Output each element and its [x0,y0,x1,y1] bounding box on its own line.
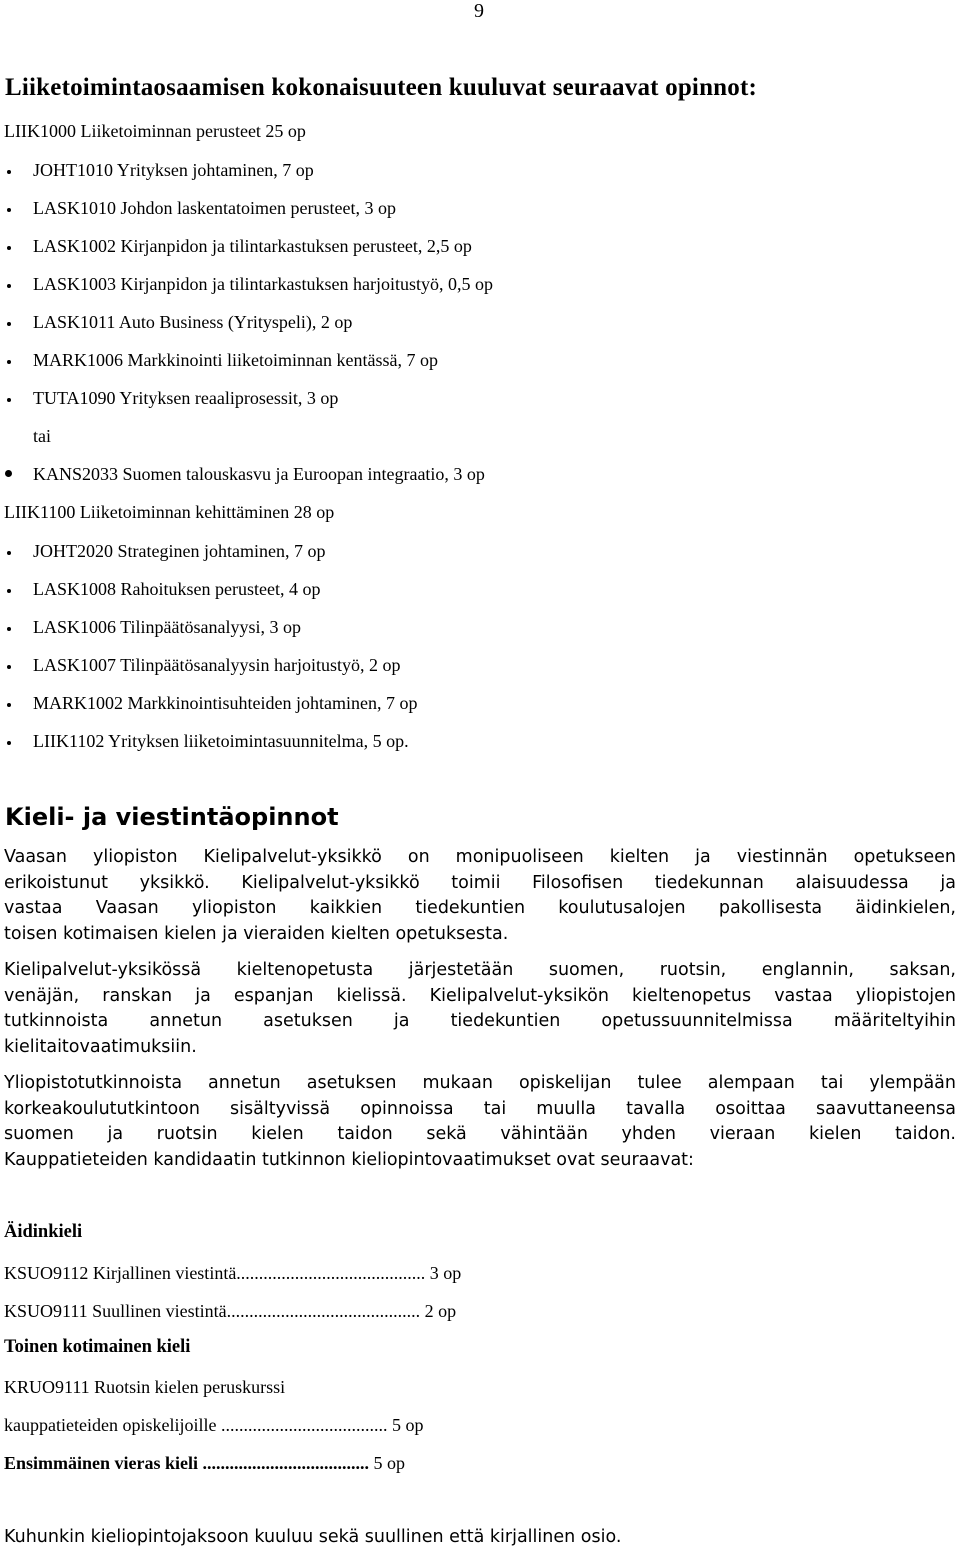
subheading-mother-tongue: Äidinkieli [4,1222,83,1242]
bullet-icon [7,665,11,669]
paragraph-line: kielitaitovaatimuksiin. [4,1036,197,1057]
list-item: LASK1007 Tilinpäätösanalyysin harjoitustyö, 2 op [33,655,401,675]
page-number: 9 [474,0,484,22]
bullet-icon [7,741,11,745]
paragraph-line: erikoistunut yksikkö. Kielipalvelut-yksikkö toimii Filosofisen tiedekunnan alaisuudessa ja [4,872,956,893]
paragraph-line: Kauppatieteiden kandidaatin tutkinnon kieliopintovaatimukset ovat seuraavat: [4,1149,694,1170]
paragraph-languages [4,958,956,1060]
list-item-alternative: KANS2033 Suomen talouskasvu ja Euroopan integraatio, 3 op [33,464,485,484]
list-item: LIIK1102 Yrityksen liiketoimintasuunnitelma, 5 op. [33,731,409,751]
bullet-icon [7,589,11,593]
list-item: LASK1006 Tilinpäätösanalyysi, 3 op [33,617,302,637]
footer-note: Kuhunkin kieliopintojaksoon kuuluu sekä suullinen että kirjallinen osio. [4,1527,622,1547]
bullet-icon [7,208,11,212]
bullet-icon [7,170,11,174]
list-item: LASK1002 Kirjanpidon ja tilintarkastuksen perusteet, 2,5 op [33,236,472,256]
section-heading-business: Liiketoimintaosaamisen kokonaisuuteen kuuluvat seuraavat opinnot: [5,74,758,101]
dot-leader: ..................................... [198,1453,370,1473]
paragraph-line: toisen kotimaisen kielen ja vieraiden kielten opetuksesta. [4,923,509,944]
bullet-icon [7,551,11,555]
list-item: TUTA1090 Yrityksen reaaliprosessit, 3 op [33,388,339,408]
list-item: JOHT2020 Strateginen johtaminen, 7 op [33,541,326,561]
paragraph-requirements [4,1071,956,1173]
group-title-liik1100: LIIK1100 Liiketoiminnan kehittäminen 28 op [4,502,335,522]
bullet-icon [7,246,11,250]
bullet-icon [7,322,11,326]
credits: 5 op [369,1453,406,1473]
paragraph-line: suomen ja ruotsin kielen taidon sekä vähintään yhden vieraan kielen taidon. [4,1124,956,1144]
paragraph-line: vastaa Vaasan yliopiston kaikkien tiedekuntien koulutusalojen pakollisesta äidinkielen, [4,898,956,918]
list-item: LASK1011 Auto Business (Yrityspeli), 2 op [33,312,353,332]
course-kruo9111-audience: kauppatieteiden opiskelijoille ..................................... 5 op [4,1415,424,1435]
bullet-icon [5,470,12,477]
list-item: MARK1006 Markkinointi liiketoiminnan kentässä, 7 op [33,350,438,370]
paragraph-intro [4,845,956,947]
bullet-icon [7,360,11,364]
course-ksuo9112: KSUO9112 Kirjallinen viestintä.......................................... 3 op [4,1263,462,1283]
paragraph-line: Yliopistotutkinnoista annetun asetuksen mukaan opiskelijan tulee alempaan tai ylempään [4,1073,956,1093]
list-item: LASK1010 Johdon laskentatoimen perusteet, 3 op [33,198,396,218]
course-ksuo9111: KSUO9111 Suullinen viestintä........................................... 2 op [4,1301,457,1321]
subheading-second-domestic: Toinen kotimainen kieli [4,1337,191,1357]
list-item: LASK1008 Rahoituksen perusteet, 4 op [33,579,321,599]
first-foreign-language-row [4,1452,405,1474]
paragraph-line: venäjän, ranskan ja espanjan kielissä. Kielipalvelut-yksikön kieltenopetus vastaa yliopistojen [4,985,956,1006]
group-title-liik1000: LIIK1000 Liiketoiminnan perusteet 25 op [4,121,306,141]
bullet-icon [7,627,11,631]
bullet-icon [7,398,11,402]
bullet-icon [7,703,11,707]
paragraph-line: korkeakoulututkintoon sisältyvissä opinnoissa tai muulla tavalla osoittaa saavuttaneensa [4,1098,956,1119]
alternative-word: tai [33,426,51,446]
list-item: JOHT1010 Yrityksen johtaminen, 7 op [33,160,314,180]
section-heading-languages: Kieli- ja viestintäopinnot [5,803,339,831]
paragraph-line: Vaasan yliopiston Kielipalvelut-yksikkö on monipuoliseen kielten ja viestinnän opetukseen [4,847,956,867]
list-item: MARK1002 Markkinointisuhteiden johtaminen, 7 op [33,693,418,713]
bullet-icon [7,284,11,288]
paragraph-line: Kielipalvelut-yksikössä kieltenopetusta järjestetään suomen, ruotsin, englannin, saksan, [4,960,956,980]
course-kruo9111: KRUO9111 Ruotsin kielen peruskurssi [4,1377,286,1397]
subheading-first-foreign: Ensimmäinen vieras kieli [4,1453,199,1473]
paragraph-line: tutkinnoista annetun asetuksen ja tiedekuntien opetussuunnitelmissa määriteltyihin [4,1011,956,1031]
list-item: LASK1003 Kirjanpidon ja tilintarkastuksen harjoitustyö, 0,5 op [33,274,493,294]
